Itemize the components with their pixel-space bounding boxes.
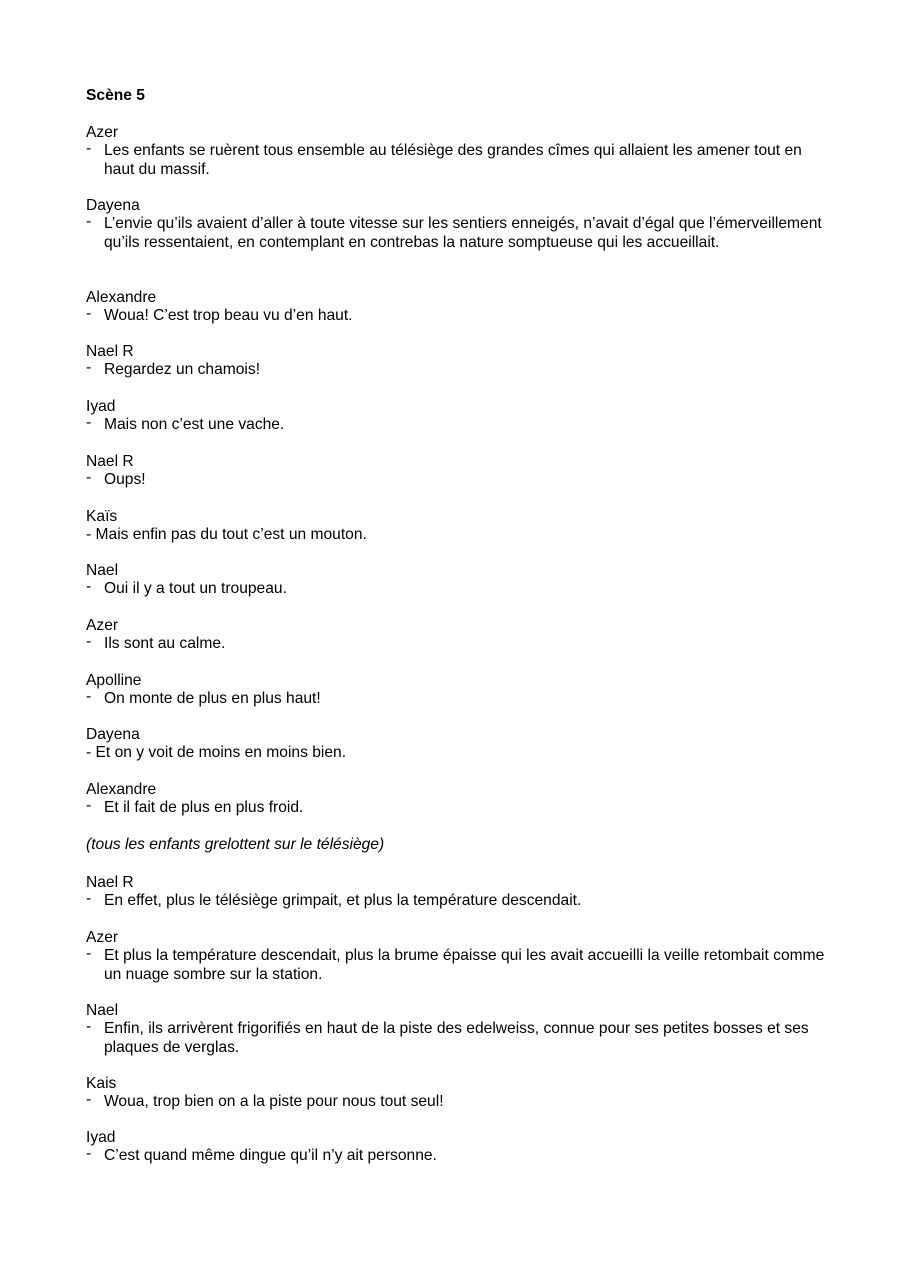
dialogue-line (86, 947, 826, 984)
speaker-name: Nael (86, 1002, 119, 1019)
dialogue-dash: - (86, 469, 92, 487)
dialogue-dash: - (86, 744, 96, 762)
dialogue-text: L’envie qu’ils avaient d’aller à toute vitesse sur les sentiers enneigés, n’avait d’égal que l’émerveillement qu’ils ressentaient, en contemplant en contrebas la nature somptueuse qui les accueillait. (104, 215, 822, 251)
dialogue-text: Woua, trop bien on a la piste pour nous tout seul! (104, 1093, 444, 1111)
dialogue-line (86, 892, 826, 910)
dialogue-block (86, 197, 826, 252)
speaker-name: Azer (86, 617, 119, 634)
dialogue-dash: - (86, 305, 92, 323)
dialogue-dash: - (86, 213, 92, 231)
dialogue-text: Oui il y a tout un troupeau. (104, 580, 287, 598)
dialogue-text: Mais enfin pas du tout c’est un mouton. (95, 526, 367, 544)
speaker-name: Iyad (86, 1129, 116, 1146)
dialogue-block (86, 1129, 826, 1166)
dialogue-block (86, 562, 826, 599)
dialogue-text: En effet, plus le télésiège grimpait, et plus la température descendait. (104, 892, 582, 910)
dialogue-text: Mais non c’est une vache. (104, 416, 285, 434)
dialogue-block (86, 1002, 826, 1057)
dialogue-dash: - (86, 890, 92, 908)
dialogue-block (86, 453, 826, 490)
dialogue-block (86, 672, 826, 709)
dialogue-block (86, 289, 826, 326)
dialogue-dash: - (86, 1018, 92, 1036)
dialogue-dash: - (86, 414, 92, 432)
dialogue-block (86, 343, 826, 380)
dialogue-line (86, 1093, 826, 1111)
dialogue-line (86, 215, 826, 252)
dialogue-text: Les enfants se ruèrent tous ensemble au télésiège des grandes cîmes qui allaient les amener tout en haut du massif. (104, 142, 802, 178)
dialogue-dash: - (86, 526, 96, 544)
stage-direction: (tous les enfants grelottent sur le télésiège) (86, 836, 385, 853)
speaker-name: Nael R (86, 343, 134, 360)
dialogue-dash: - (86, 797, 92, 815)
dialogue-text: Ils sont au calme. (104, 635, 226, 653)
dialogue-dash: - (86, 945, 92, 963)
dialogue-text: Oups! (104, 471, 146, 489)
speaker-name: Dayena (86, 726, 140, 743)
dialogue-block (86, 124, 826, 179)
dialogue-line (86, 1020, 826, 1057)
dialogue-dash: - (86, 688, 92, 706)
speaker-name: Kais (86, 1075, 117, 1092)
dialogue-block (86, 617, 826, 654)
speaker-name: Alexandre (86, 289, 157, 306)
speaker-name: Azer (86, 929, 119, 946)
dialogue-dash: - (86, 359, 92, 377)
dialogue-block (86, 874, 826, 911)
scene-title: Scène 5 (86, 87, 145, 104)
dialogue-dash: - (86, 140, 92, 158)
dialogue-dash: - (86, 578, 92, 596)
speaker-name: Dayena (86, 197, 140, 214)
speaker-name: Apolline (86, 672, 142, 689)
dialogue-block (86, 726, 826, 763)
dialogue-text: C’est quand même dingue qu’il n’y ait personne. (104, 1147, 437, 1165)
dialogue-line (86, 361, 826, 379)
dialogue-line (86, 526, 808, 544)
dialogue-text: Enfin, ils arrivèrent frigorifiés en haut de la piste des edelweiss, connue pour ses petites bosses et ses plaques de verglas. (104, 1020, 809, 1056)
dialogue-line (86, 580, 826, 598)
dialogue-line (86, 1147, 826, 1165)
dialogue-text: Et il fait de plus en plus froid. (104, 799, 304, 817)
dialogue-line (86, 744, 808, 762)
dialogue-block (86, 508, 826, 545)
speaker-name: Nael R (86, 874, 134, 891)
dialogue-text: Et on y voit de moins en moins bien. (95, 744, 347, 762)
speaker-name: Nael R (86, 453, 134, 470)
speaker-name: Kaïs (86, 508, 118, 525)
dialogue-dash: - (86, 633, 92, 651)
dialogue-line (86, 635, 826, 653)
dialogue-line (86, 471, 826, 489)
dialogue-dash: - (86, 1091, 92, 1109)
dialogue-text: Woua! C’est trop beau vu d’en haut. (104, 307, 353, 325)
dialogue-line (86, 307, 826, 325)
dialogue-block (86, 398, 826, 435)
dialogue-line (86, 690, 826, 708)
dialogue-line (86, 142, 826, 179)
dialogue-line (86, 416, 826, 434)
dialogue-dash: - (86, 1145, 92, 1163)
dialogue-block (86, 781, 826, 818)
dialogue-text: Et plus la température descendait, plus la brume épaisse qui les avait accueilli la veille retombait comme un nuage sombre sur la station. (104, 947, 825, 983)
speaker-name: Iyad (86, 398, 116, 415)
speaker-name: Nael (86, 562, 119, 579)
speaker-name: Alexandre (86, 781, 157, 798)
dialogue-block (86, 929, 826, 984)
dialogue-line (86, 799, 826, 817)
dialogue-text: On monte de plus en plus haut! (104, 690, 321, 708)
speaker-name: Azer (86, 124, 119, 141)
dialogue-block (86, 1075, 826, 1112)
dialogue-text: Regardez un chamois! (104, 361, 261, 379)
